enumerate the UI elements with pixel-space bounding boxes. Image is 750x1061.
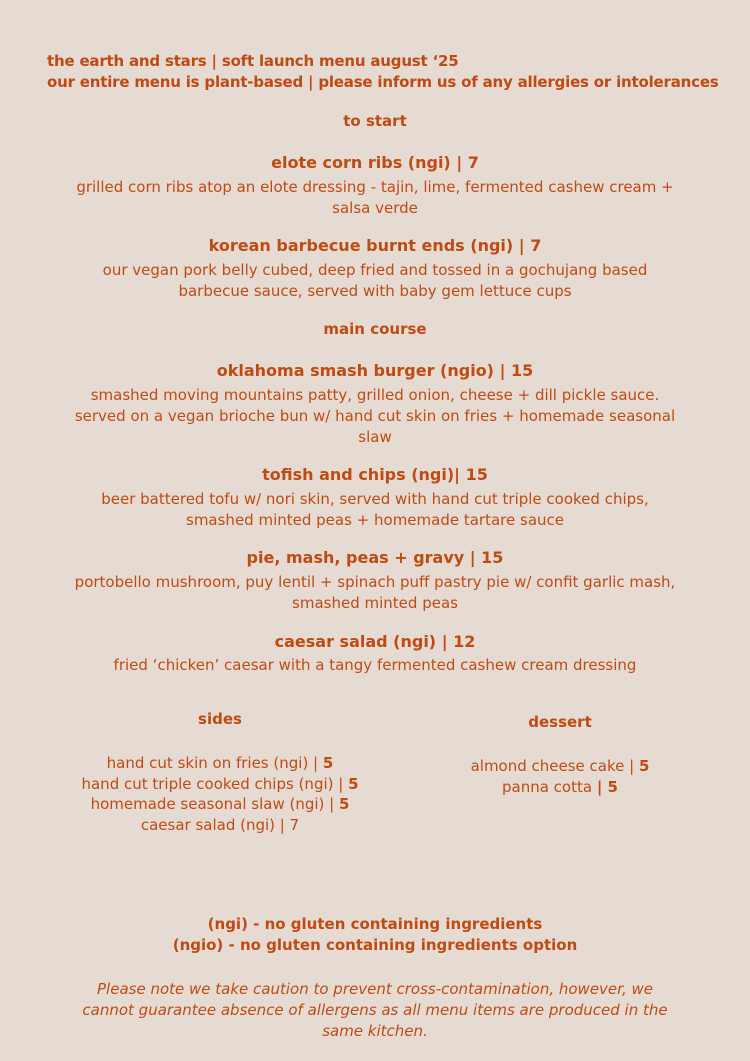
item-name: elote corn ribs (ngi) | 7 [271, 153, 479, 172]
header-plant-based-note: our entire menu is plant-based | please inform us of any allergies or intolerances [47, 73, 719, 91]
list-item: almond cheese cake | 5 [470, 757, 650, 775]
item-name: oklahoma smash burger (ngio) | 15 [216, 361, 534, 380]
section-title-dessert: dessert [528, 713, 592, 731]
section-title-mains: main course [323, 320, 427, 338]
list-item: caesar salad (ngi) | 7 [140, 815, 300, 834]
item-name: caesar salad (ngi) | 12 [274, 632, 476, 651]
list-item: homemade seasonal slaw (ngi) | 5 [90, 795, 350, 813]
gluten-legend [0, 914, 750, 956]
dessert-column [420, 713, 700, 797]
item-description: fried ‘chicken’ caesar with a tangy fermented cashew cream dressing [113, 656, 637, 674]
item-description: grilled corn ribs atop an elote dressing - tajin, lime, fermented cashew cream + salsa verde [76, 178, 674, 217]
item-description: smashed moving mountains patty, grilled onion, cheese + dill pickle sauce. served on a vegan brioche bun w/ hand cut skin on fries + homemade seasonal slaw [74, 386, 676, 446]
section-title-sides: sides [198, 710, 242, 728]
list-item: panna cotta | 5 [502, 777, 618, 796]
allergen-note: Please note we take caution to prevent cross-contamination, however, we cannot guarantee absence of allergens as all menu items are produced in the same kitchen. [82, 980, 668, 1040]
menu-header [47, 51, 719, 93]
sides-column [70, 710, 370, 835]
item-name: tofish and chips (ngi)| 15 [262, 465, 488, 484]
item-description: portobello mushroom, puy lentil + spinach puff pastry pie w/ confit garlic mash, smashed minted peas [74, 573, 676, 612]
legend-ngi: (ngi) - no gluten containing ingredients [207, 915, 543, 933]
section-title-starters: to start [343, 112, 407, 130]
item-name: korean barbecue burnt ends (ngi) | 7 [208, 236, 542, 255]
item-description: beer battered tofu w/ nori skin, served with hand cut triple cooked chips, smashed minted peas + homemade tartare sauce [101, 490, 649, 529]
list-item: hand cut skin on fries (ngi) | 5 [106, 754, 334, 772]
list-item: hand cut triple cooked chips (ngi) | 5 [81, 774, 359, 793]
header-title: the earth and stars | soft launch menu august ‘25 [47, 52, 459, 70]
item-description: our vegan pork belly cubed, deep fried and tossed in a gochujang based barbecue sauce, served with baby gem lettuce cups [102, 261, 648, 300]
item-name: pie, mash, peas + gravy | 15 [246, 548, 504, 567]
legend-ngio: (ngio) - no gluten containing ingredients option [172, 936, 578, 954]
